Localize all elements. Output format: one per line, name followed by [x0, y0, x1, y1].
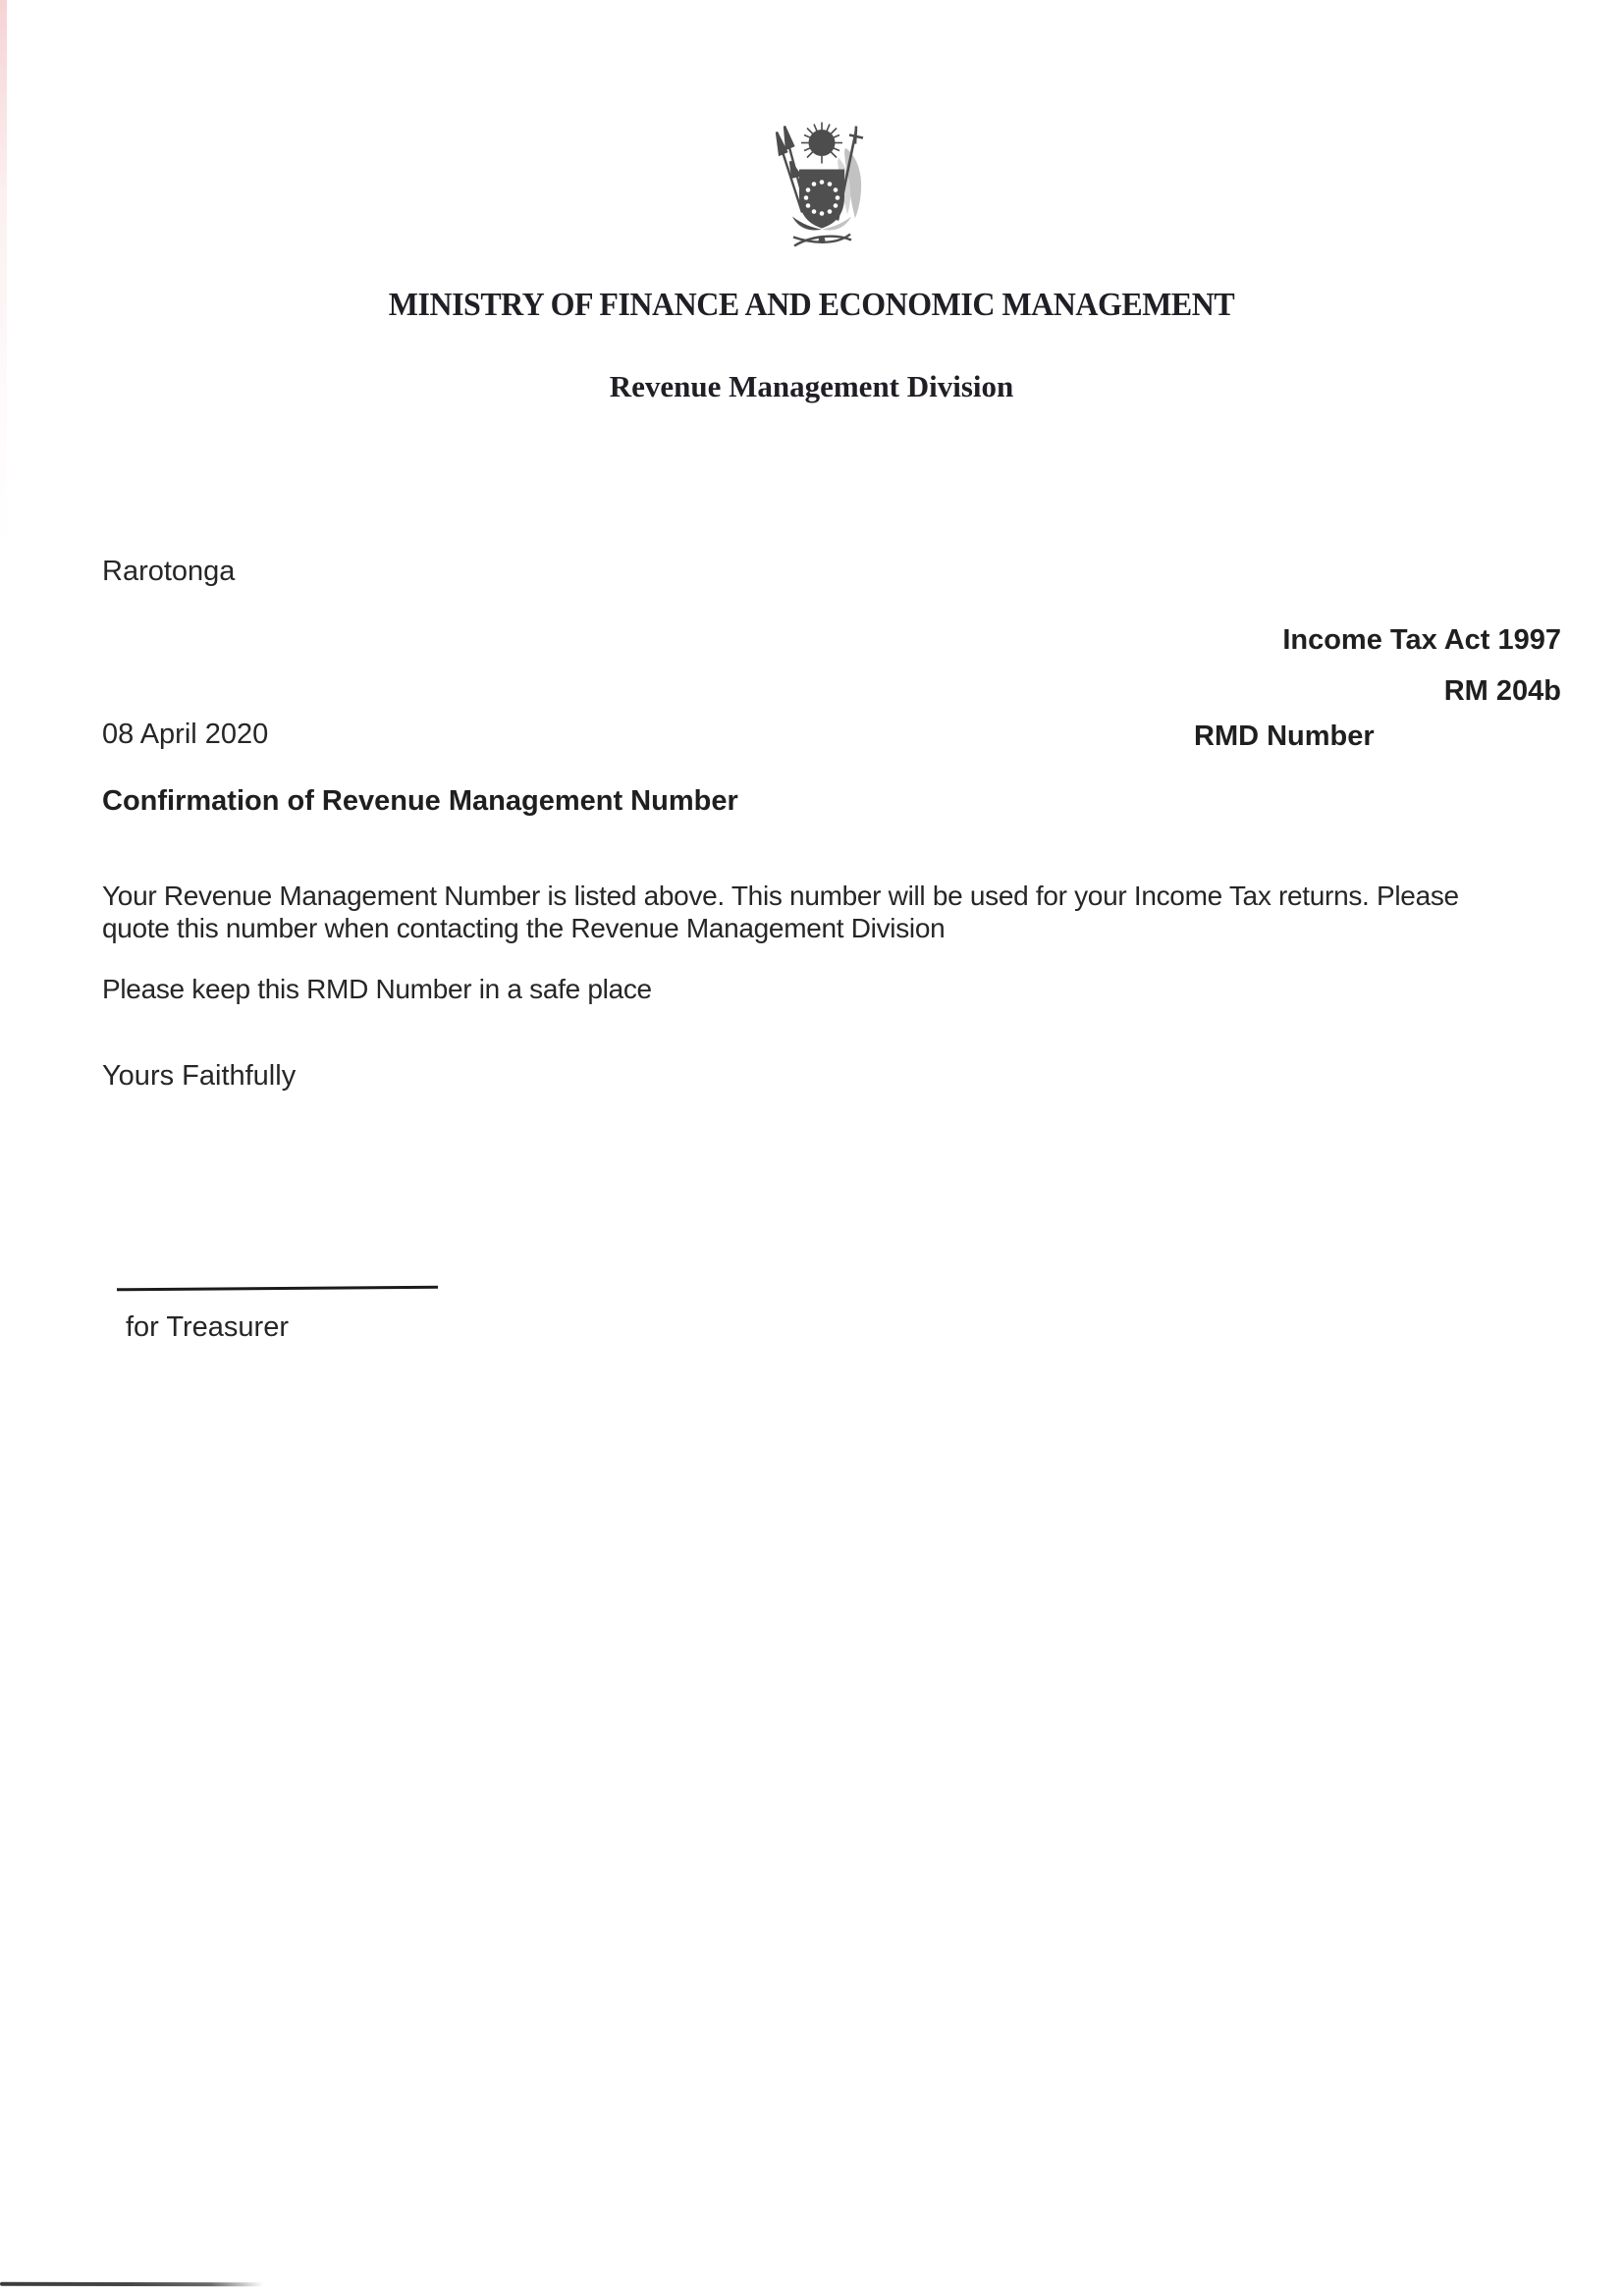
body-paragraph-1-line-2: quote this number when contacting the Revenue Management Division [102, 913, 946, 943]
body-paragraph-1 [102, 880, 1555, 944]
scan-edge-artifact [0, 0, 7, 550]
body-paragraph-2: Please keep this RMD Number in a safe place [102, 974, 652, 1004]
signoff-title: for Treasurer [126, 1311, 289, 1343]
body-paragraph-1-line-1: Your Revenue Management Number is listed above. This number will be used for your Income Tax returns. Please [102, 881, 1459, 911]
closing-salutation: Yours Faithfully [102, 1060, 297, 1092]
letter-location: Rarotonga [102, 556, 236, 587]
division-subtitle: Revenue Management Division [609, 369, 1014, 403]
rmd-number-label: RMD Number [1194, 721, 1375, 752]
ministry-title: MINISTRY OF FINANCE AND ECONOMIC MANAGEMENT [388, 287, 1235, 323]
letter-date: 08 April 2020 [102, 719, 269, 750]
scan-bottom-line-artifact [0, 2282, 263, 2287]
cook-islands-coat-of-arms-icon [767, 116, 877, 253]
subject-line: Confirmation of Revenue Management Number [102, 785, 738, 817]
act-reference: Income Tax Act 1997 [1282, 624, 1561, 656]
signature-line [117, 1286, 438, 1292]
form-code: RM 204b [1443, 675, 1561, 707]
